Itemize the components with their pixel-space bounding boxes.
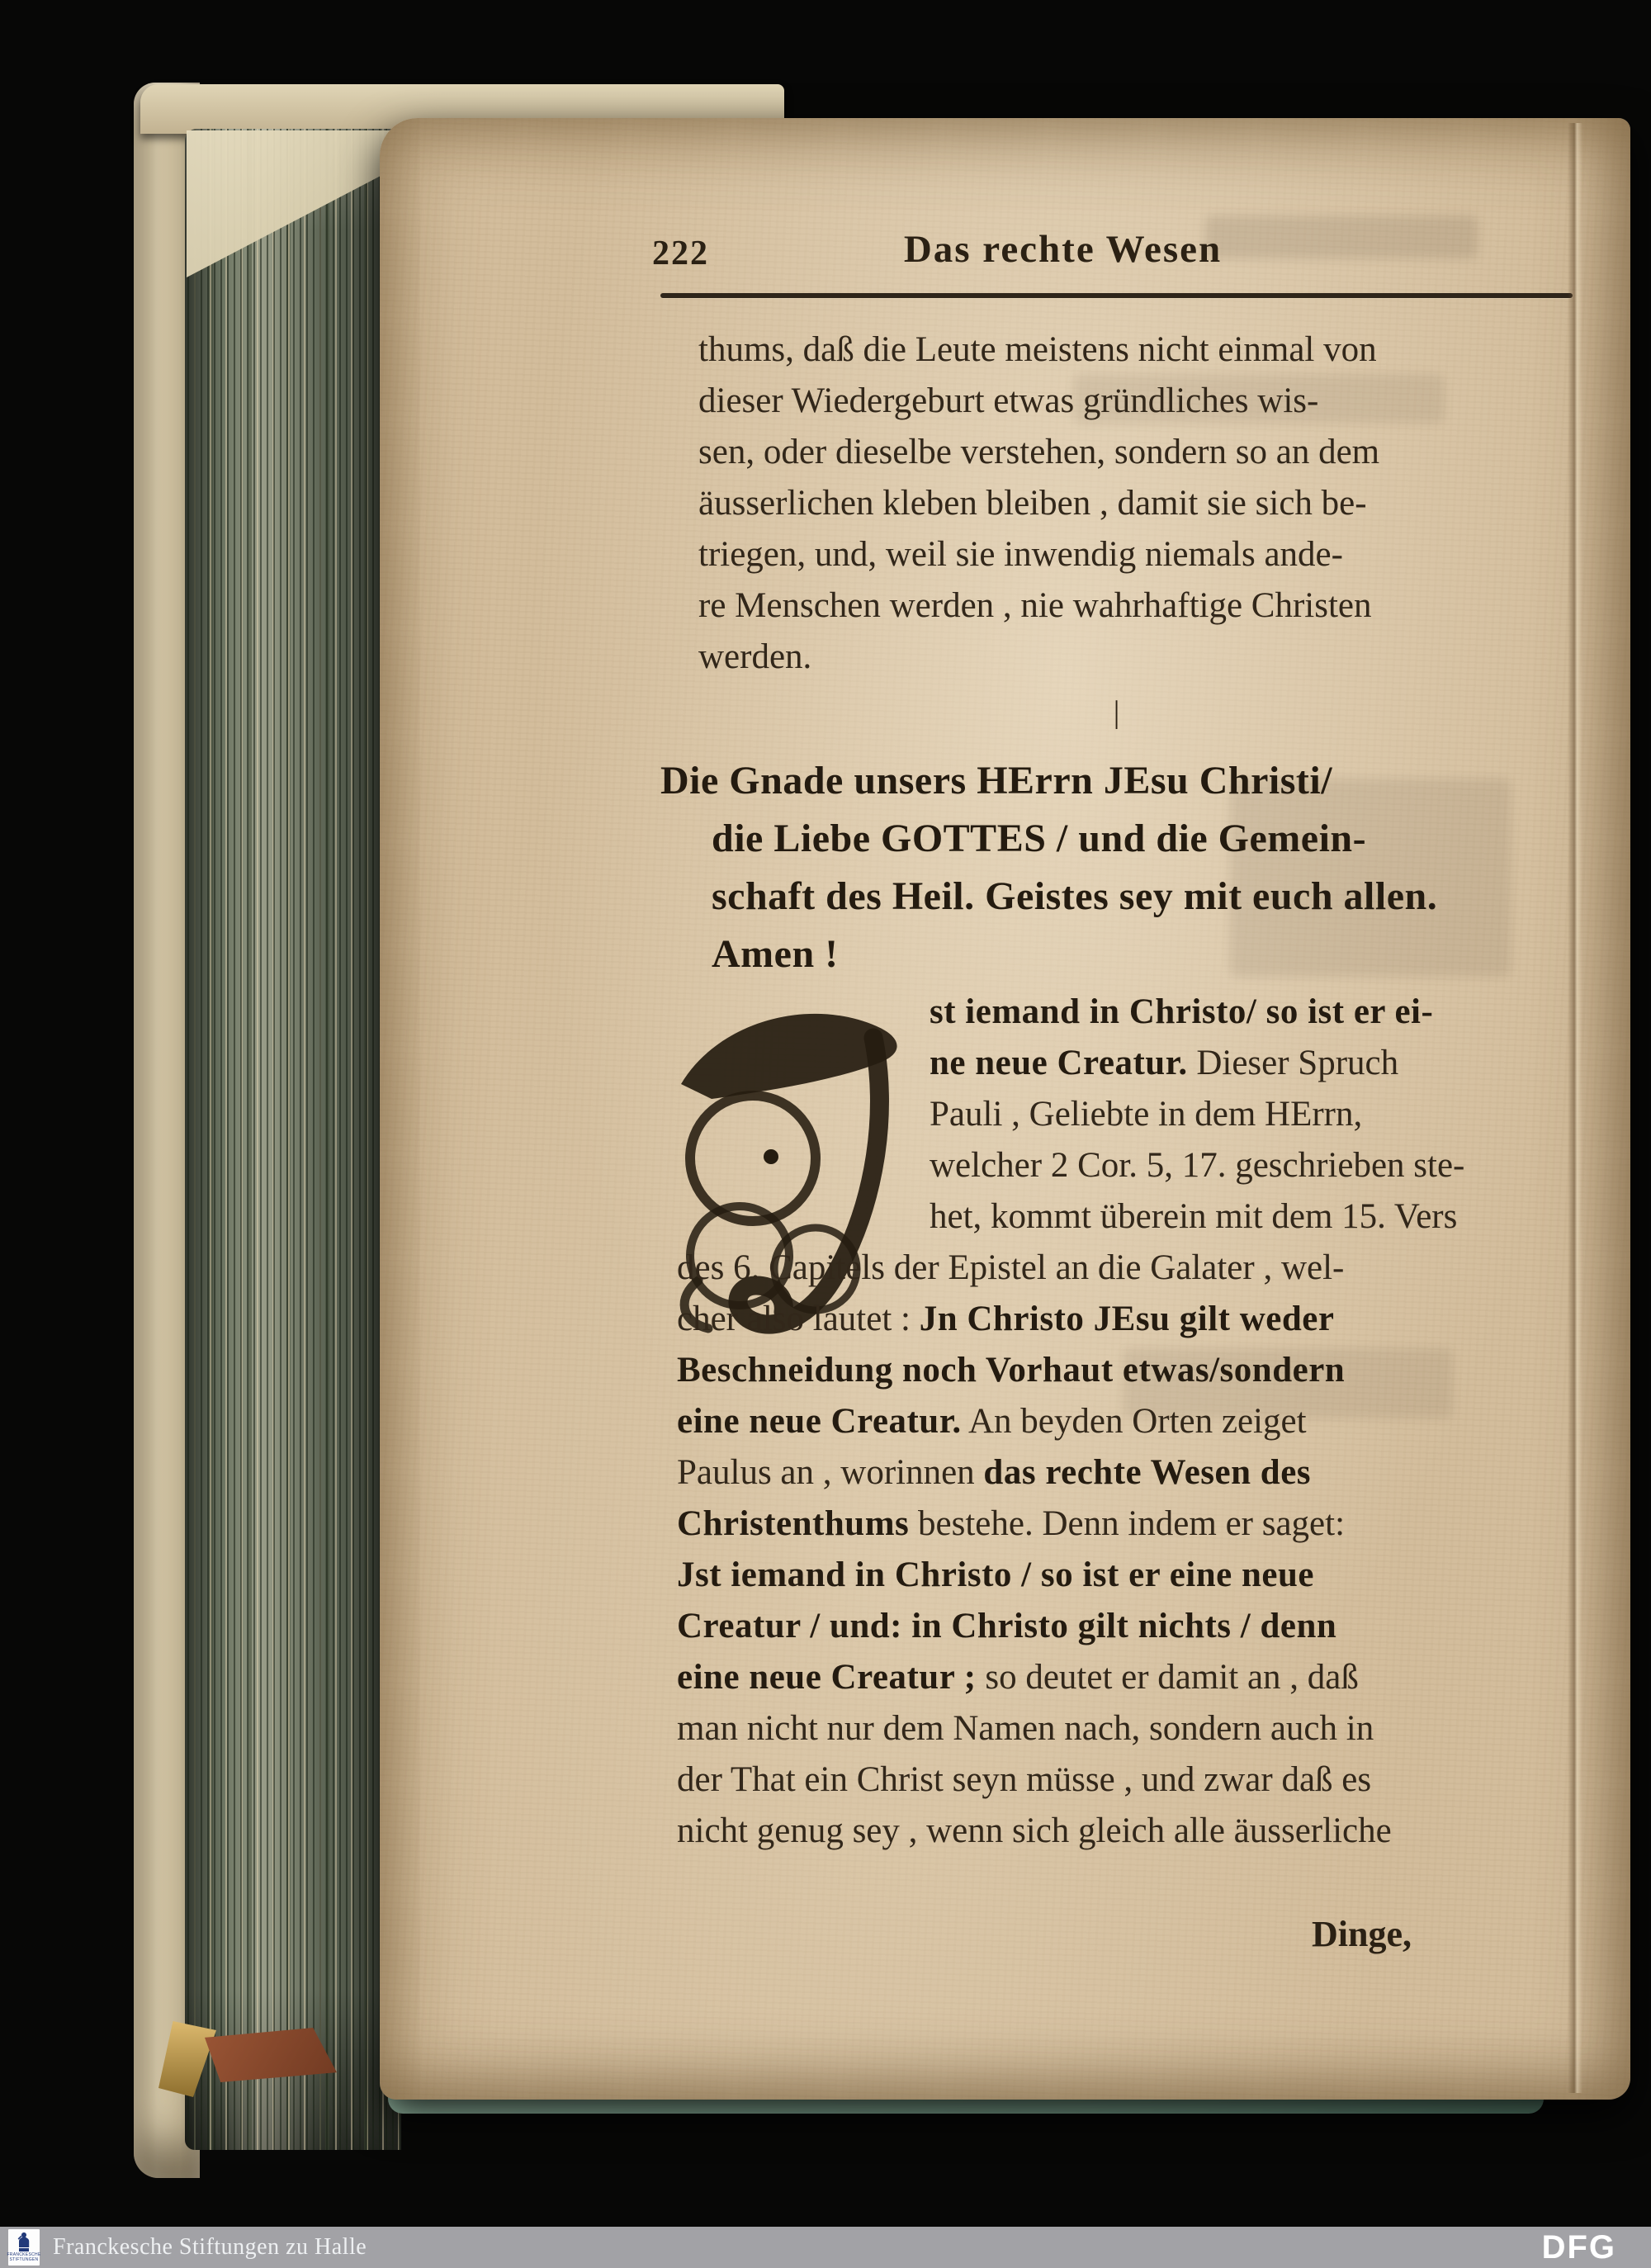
salutation-paragraph: Die Gnade unsers HErrn JEsu Christi/ die Liebe GOTTES / und die Gemein- schaft des Heil. Geistes sey mit euch allen. Amen ! (660, 759, 1438, 976)
logo-text-line2: STIFTUNGEN (9, 2257, 39, 2262)
running-title: Das rechte Wesen (903, 228, 1223, 271)
dropcap-beside-lines: st iemand in Christo/ so ist er ei- ne neue Creatur. Dieser Spruch Pauli , Geliebte in dem HErrn, welcher 2 Cor. 5, 17. geschrieben ste- het, kommt überein mit dem 15. Vers (930, 992, 1465, 1236)
section-divider-mark: | (1113, 695, 1120, 730)
catchword: Dinge, (1312, 1914, 1412, 1954)
page-header-row (652, 227, 1573, 277)
book-page (380, 118, 1630, 2100)
cover-corner-leather (205, 2028, 337, 2082)
digitization-footer-bar (0, 2227, 1651, 2268)
logo-text-line1: FRANCKESCHE (7, 2252, 41, 2257)
franckesche-stiftungen-logo (8, 2229, 40, 2266)
sermon-opening-paragraph (660, 987, 1573, 1857)
dfg-logo: DFG (1541, 2228, 1616, 2266)
paragraph-continuation: thums, daß die Leute meistens nicht einmal von dieser Wiedergeburt etwas gründliches wis- sen, oder dieselbe verstehen, sondern so an dem äusserlichen kleben bleiben , damit sie sich be- triegen, und, weil sie inwendig niemals ande- re Menschen werden , nie wahrhaftige Christen werden. (698, 330, 1380, 676)
francke-statue-icon (16, 2231, 32, 2252)
institution-name: Franckesche Stiftungen zu Halle (53, 2234, 367, 2260)
paragraph-full-lines: des 6. Capitels der Epistel an die Galater , wel- cher also lautet : Jn Christo JEsu gilt weder Beschneidung noch Vorhaut etwas/sondern eine neue Creatur. An beyden Orten zeiget Paulus an , worinnen das rechte Wesen des Christenthums bestehe. Denn indem er saget: Jst iemand in Christo / so ist er eine neue Creatur / und: in Christo gilt nichts / denn eine neue Creatur ; so deutet er damit an , daß man nicht nur dem Namen nach, sondern auch in der That ein Christ seyn müsse , und zwar daß es nicht genug sey , wenn sich gleich alle äusserliche (677, 1248, 1392, 1850)
header-rule (660, 293, 1573, 298)
page-text-block (652, 227, 1573, 2010)
page-number: 222 (652, 234, 709, 272)
book-page-block-fore-edge (185, 129, 401, 2150)
ornate-initial-dropcap (660, 987, 916, 1243)
